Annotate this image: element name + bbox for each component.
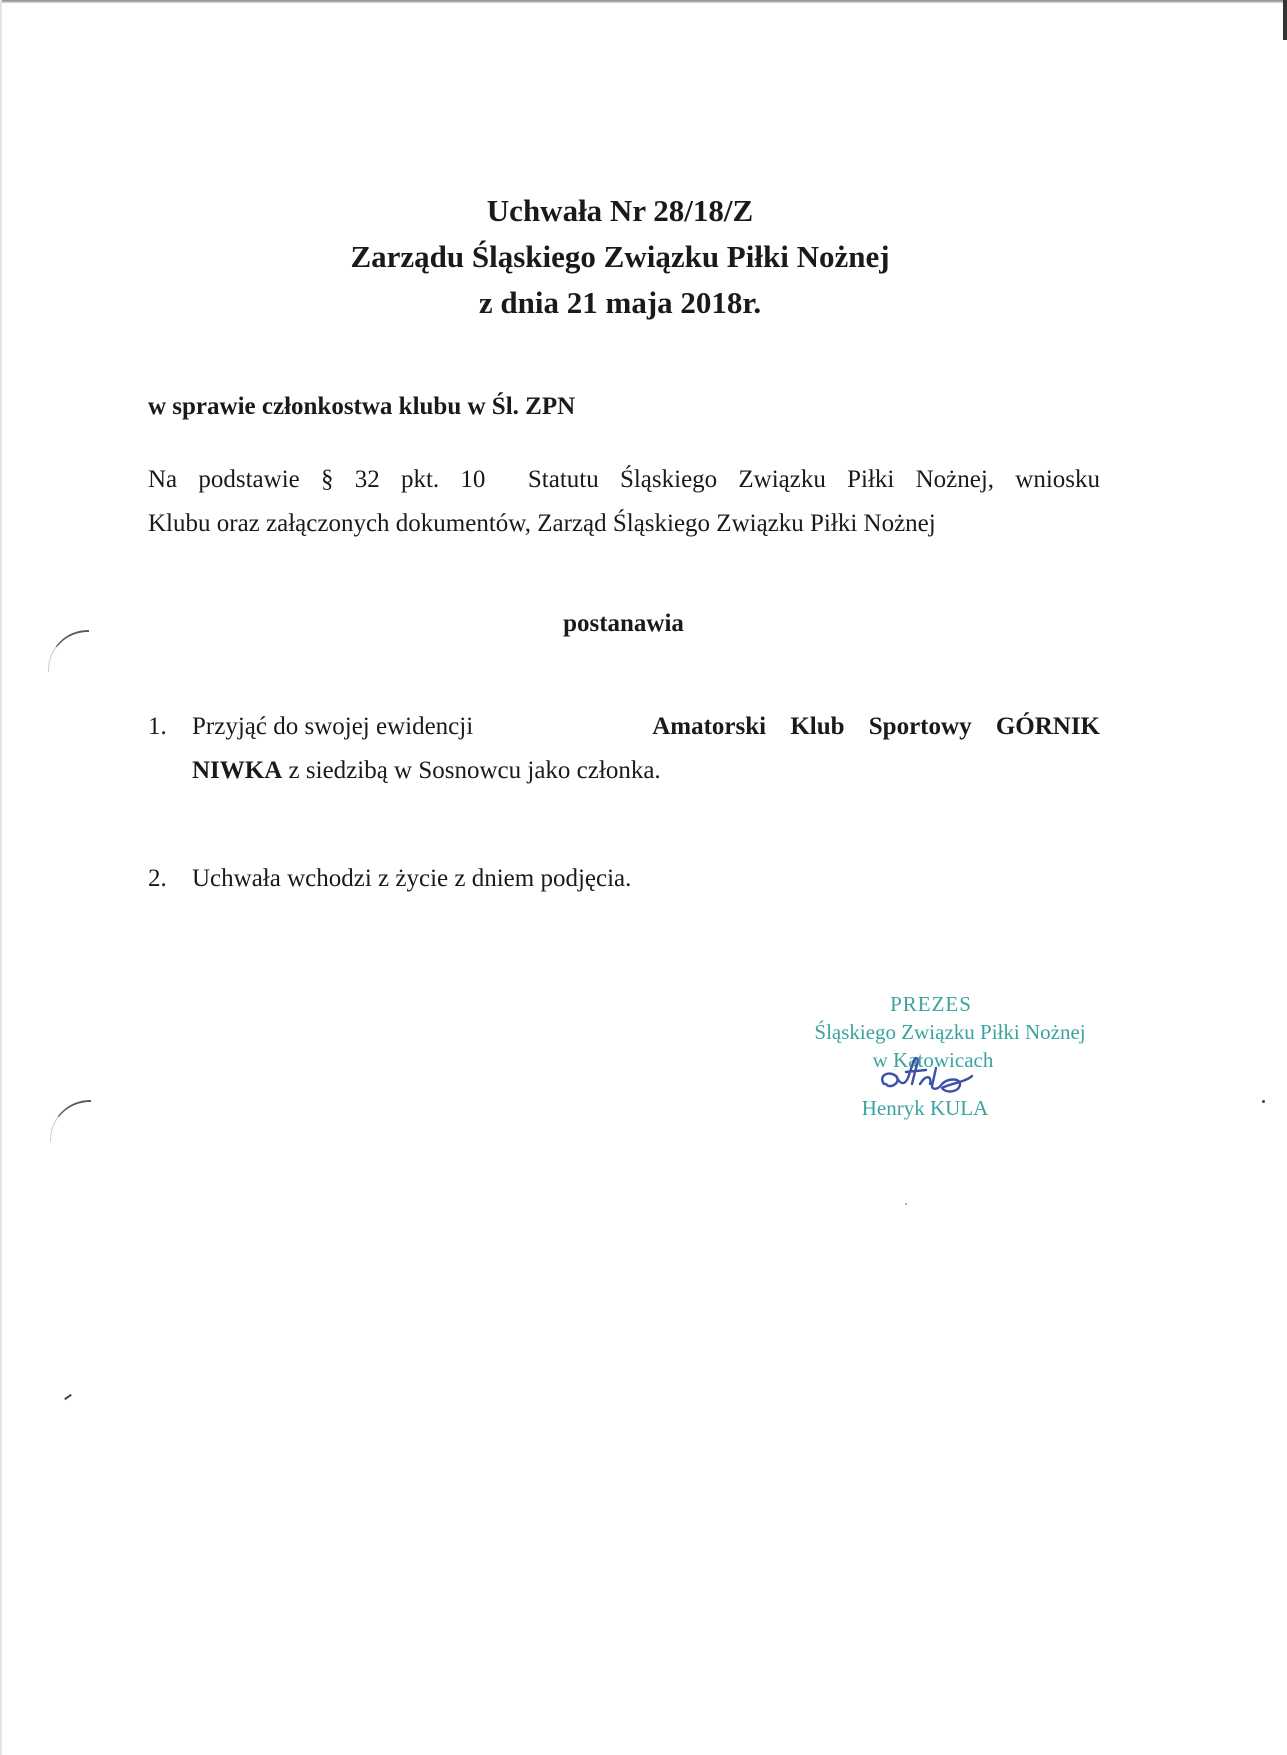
legal-basis-paragraph: [148, 458, 1100, 546]
list-item-line: [192, 749, 1100, 793]
list-item-text: Uchwała wchodzi z życie z dniem podjęcia.: [192, 865, 632, 892]
legal-basis-line: Na podstawie § 32 pkt. 10 Statutu Śląskiego Związku Piłki Nożnej, wniosku: [148, 466, 1100, 493]
scan-speck: [905, 1203, 907, 1205]
stamp-organization: Śląskiego Związku Piłki Nożnej: [814, 1020, 1086, 1044]
scan-right-edge: [1283, 0, 1287, 40]
list-item-text: z siedzibą w Sosnowcu jako członka.: [282, 757, 661, 784]
stamp-name: Henryk KULA: [861, 1096, 989, 1120]
list-item-line: [192, 705, 1100, 749]
punch-hole-mark: [50, 1100, 91, 1142]
scan-speck: [1262, 1100, 1265, 1103]
club-name-bold: Amatorski Klub Sportowy GÓRNIK: [652, 713, 1100, 740]
legal-basis-line: Klubu oraz załączonych dokumentów, Zarząd Śląskiego Związku Piłki Nożnej: [148, 510, 936, 537]
scan-stray-mark: [64, 1394, 72, 1400]
list-item-number: 1.: [148, 713, 167, 740]
resolution-issuer: Zarządu Śląskiego Związku Piłki Nożnej: [350, 239, 890, 274]
list-item-text: Przyjąć do swojej ewidencji: [192, 713, 480, 740]
stamp-title: PREZES: [890, 992, 972, 1016]
decides-heading: postanawia: [563, 610, 684, 637]
scan-top-edge: [0, 0, 1287, 3]
resolution-date: z dnia 21 maja 2018r.: [478, 285, 762, 320]
stamp-location: w Katowicach: [872, 1048, 994, 1072]
list-item: [148, 857, 1100, 901]
handwritten-signature: [876, 1054, 986, 1104]
club-name-bold: NIWKA: [192, 757, 283, 784]
list-item: [148, 705, 1100, 793]
resolution-subject: w sprawie członkostwa klubu w Śl. ZPN: [148, 393, 576, 420]
resolution-number: Uchwała Nr 28/18/Z: [486, 193, 754, 228]
list-item-number: 2.: [148, 865, 167, 892]
resolution-title: [0, 188, 1240, 326]
